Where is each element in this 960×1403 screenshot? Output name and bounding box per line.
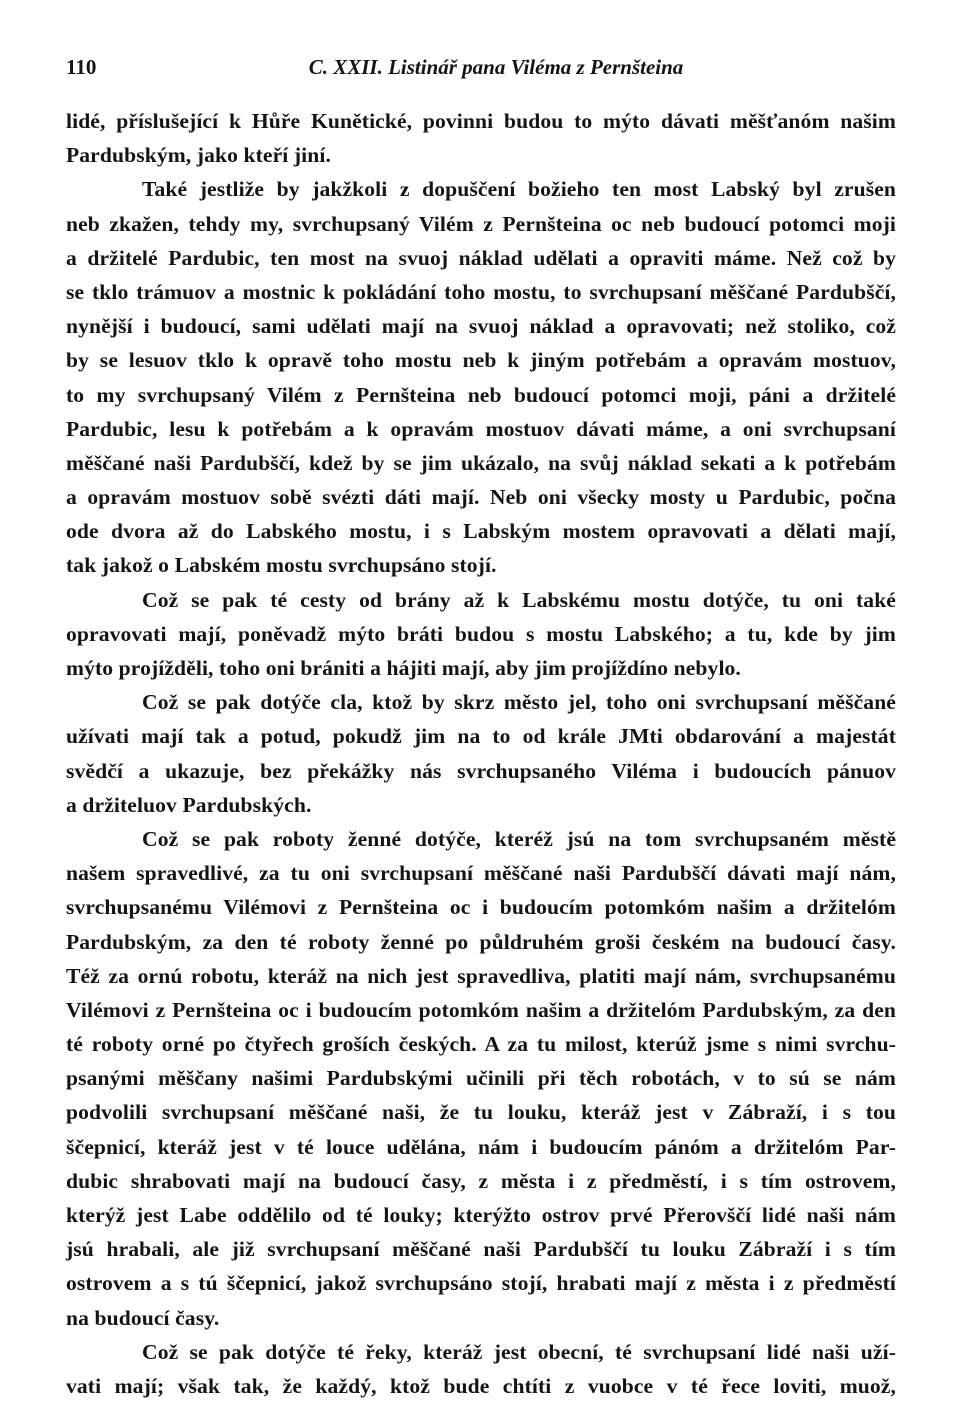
text-line: ode dvora až do Labského mostu, i s Labským mostem opravovati a dělati mají,	[66, 519, 896, 544]
text-line: neb zkažen, tehdy my, svrchupsaný Vilém z Pernšteina oc neb budoucí potomci moji	[66, 211, 896, 236]
text-line: Což se pak té cesty od brány až k Labskému mostu dotýče, tu oni také	[142, 587, 896, 612]
running-title: C. XXII. Listinář pana Viléma z Pernšteina	[308, 55, 684, 79]
text-line: Pardubským, jako kteří jiní.	[66, 143, 331, 168]
text-line: té roboty orné po čtyřech groších českých. A za tu milost, kterúž jsme s nimi svrchu-	[66, 1032, 896, 1057]
text-line: tak jakož o Labském mostu svrchupsáno stojí.	[66, 553, 497, 578]
text-line: svědčí a ukazuje, bez překážky nás svrchupsaného Viléma i budoucích pánuov	[66, 758, 896, 783]
text-line: Což se pak roboty ženné dotýče, kteréž jsú na tom svrchupsaném městě	[142, 826, 896, 851]
running-head	[66, 52, 896, 82]
text-line: psanými měščany našimi Pardubskými učinili při těch robotách, v to sú se nám	[66, 1066, 896, 1091]
text-line: našem spravedlivé, za tu oni svrchupsaní měščané naši Pardubščí dávati mají nám,	[66, 861, 896, 886]
text-line: lidé, příslušející k Hůře Kunětické, povinni budou to mýto dávati měšťanóm našim	[66, 109, 896, 133]
text-line: podvolili svrchupsaní měščané naši, že tu louku, kteráž jest v Zábraží, i s tou	[66, 1100, 896, 1125]
text-line: kterýž jest Labe oddělilo od té louky; kterýžto ostrov prvé Přerovščí lidé naši nám	[66, 1203, 896, 1227]
text-line: Pardubským, za den té roboty ženné po půldruhém groši českém na budoucí časy.	[66, 929, 896, 954]
text-line: jsú hrabali, ale již svrchupsaní měščané naši Pardubščí tu louku Zábraží i s tím	[66, 1237, 896, 1262]
text-line: Pardubic, lesu k potřebám a k opravám mostuov dávati máme, a oni svrchupsaní	[66, 416, 896, 441]
text-line: ostrovem a s tú ščepnicí, jakož svrchupsáno stojí, hrabati mají z města i z předměstí	[66, 1271, 896, 1296]
text-line: svrchupsanému Vilémovi z Pernšteina oc i budoucím potomkóm našim a držitelóm	[66, 895, 896, 920]
text-line: by se lesuov tklo k opravě toho mostu neb k jiným potřebám a opravám mostuov,	[66, 348, 896, 373]
text-line: opravovati mají, poněvadž mýto bráti budou s mostu Labského; a tu, kde by jim	[66, 621, 896, 646]
text-line: Což se pak dotýče cla, ktož by skrz město jel, toho oni svrchupsaní měščané	[142, 690, 896, 715]
text-line: a opravám mostuov sobě svézti dáti mají. Neb oni všecky mosty u Pardubic, počna	[66, 485, 896, 510]
text-line: měščané naši Pardubščí, kdež by se jim ukázalo, na svůj náklad sekati a k potřebám	[66, 450, 896, 475]
text-line: Vilémovi z Pernšteina oc i budoucím potomkóm našim a držitelóm Pardubským, za den	[66, 997, 896, 1022]
text-line: se tklo trámuov a mostnic k pokládání toho mostu, to svrchupsaní měščané Pardubščí,	[66, 279, 896, 304]
page-number: 110	[66, 55, 97, 79]
text-line: Což se pak dotýče té řeky, kteráž jest obecní, té svrchupsaní lidé naši uží-	[142, 1339, 896, 1364]
text-line: a držiteluov Pardubských.	[66, 792, 312, 817]
text-line: vati mají; však tak, že každý, ktož bude chtíti z vuobce v té řece loviti, muož,	[66, 1373, 896, 1398]
text-line: Také jestliže by jakžkoli z dopuščení božieho ten most Labský byl zrušen	[142, 177, 896, 202]
text-line: a držitelé Pardubic, ten most na svuoj náklad udělati a opraviti máme. Než což by	[66, 245, 896, 270]
text-line: dubic shrabovati mají na budoucí časy, z města i z předměstí, i s tím ostrovem,	[66, 1168, 896, 1193]
text-line: ščepnicí, kteráž jest v té louce udělána, nám i budoucím pánóm a držitelóm Par-	[66, 1134, 896, 1159]
text-line: to my svrchupsaný Vilém z Pernšteina neb budoucí potomci moji, páni a držitelé	[66, 382, 896, 407]
text-line: Též za ornú robotu, kteráž na nich jest spravedliva, platiti mají nám, svrchupsanému	[66, 963, 896, 988]
text-line: mýto projížděli, toho oni brániti a hájiti mají, aby jim projíždíno nebylo.	[66, 656, 741, 680]
text-line: užívati mají tak a potud, pokudž jim na to od krále JMti obdarování a majestát	[66, 724, 896, 749]
text-line: na budoucí časy.	[66, 1305, 220, 1330]
body-text	[66, 104, 896, 1403]
text-line: nynější i budoucí, sami udělati mají na svuoj náklad a opravovati; než stoliko, což	[66, 314, 896, 339]
